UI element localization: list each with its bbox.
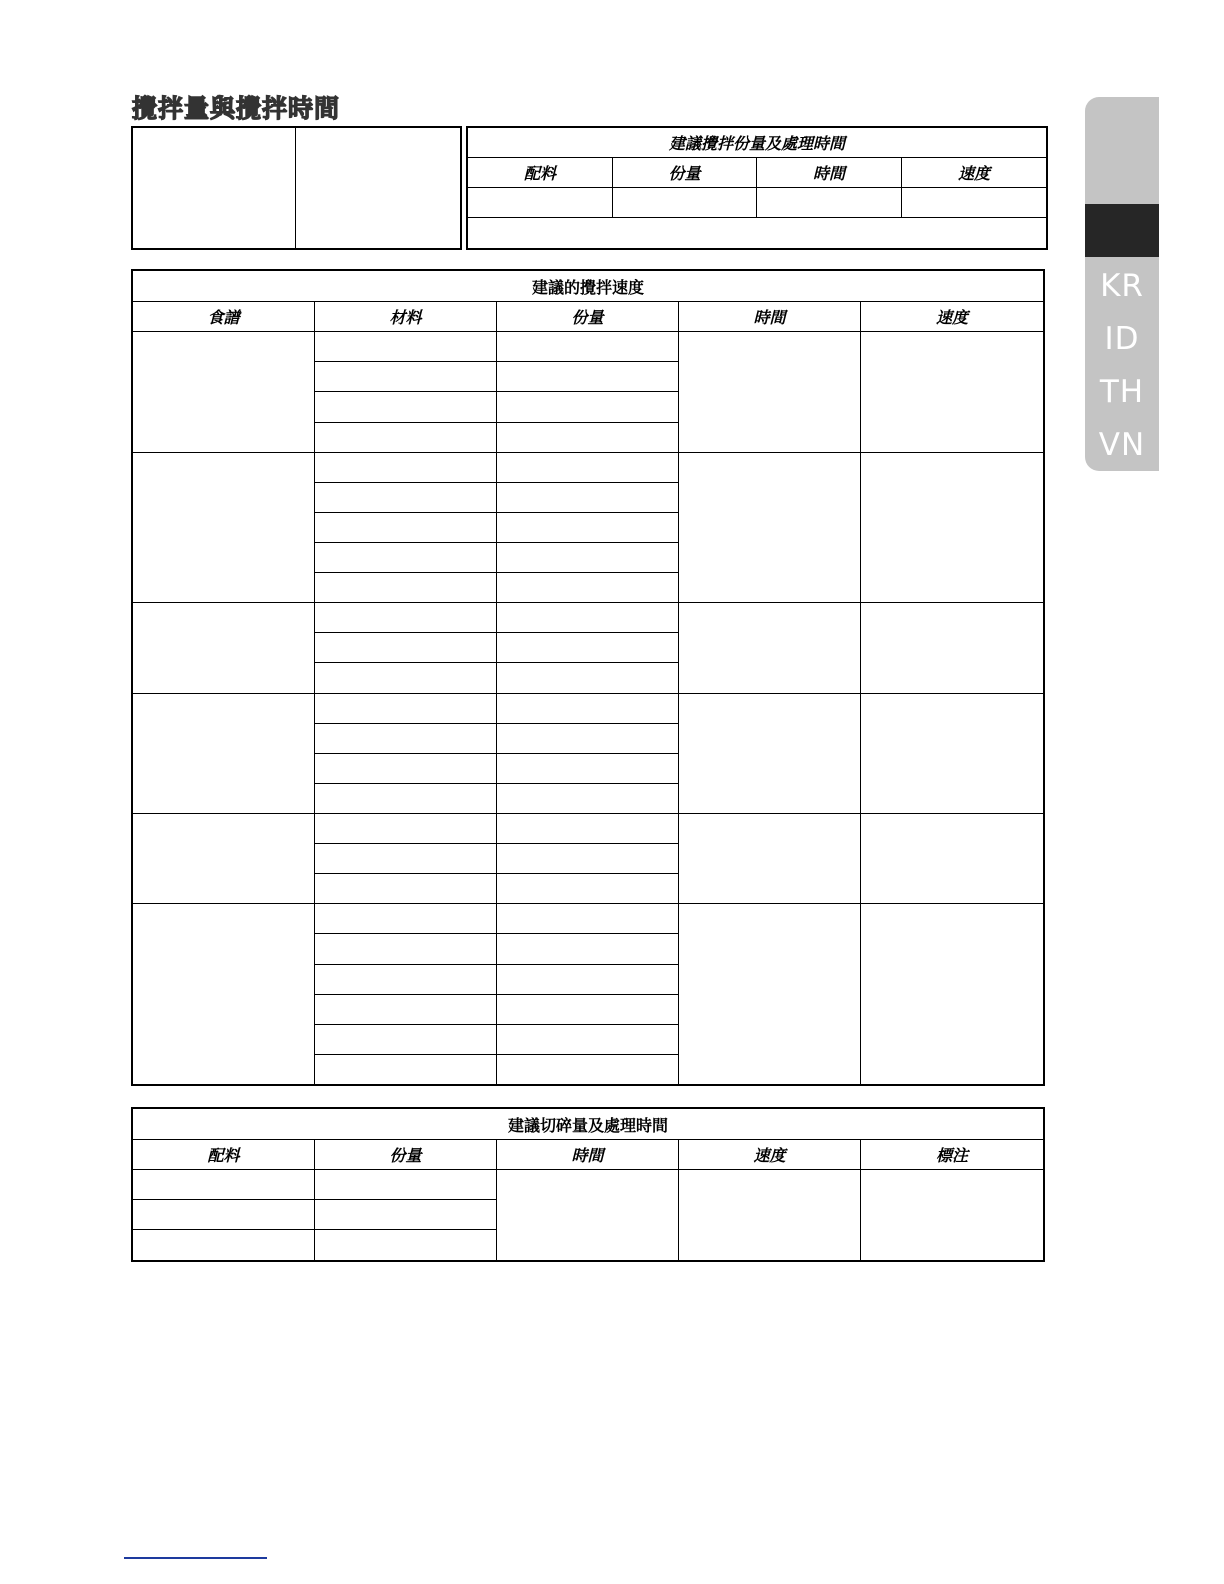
material-cell (315, 573, 497, 603)
speed-cell (861, 813, 1044, 903)
footer-divider (124, 1557, 267, 1559)
amount-cell (497, 874, 679, 904)
material-cell (315, 633, 497, 663)
material-cell (315, 332, 497, 362)
amount-cell (497, 693, 679, 723)
ingredient-cell (133, 1230, 315, 1261)
material-cell (315, 874, 497, 904)
amount-cell (497, 573, 679, 603)
blend-header-amount: 份量 (613, 158, 757, 188)
material-cell (315, 422, 497, 452)
time-cell (497, 1170, 679, 1261)
chop-header-ingredient: 配料 (133, 1140, 315, 1170)
speed-cell (861, 603, 1044, 693)
page-title: 攪拌量與攪拌時間 (132, 94, 341, 123)
blend-cell (757, 188, 902, 218)
speed-cell (861, 693, 1044, 813)
time-cell (679, 452, 861, 603)
speed-table (132, 270, 1044, 1085)
recipe-cell (133, 693, 315, 813)
speed-cell (861, 904, 1044, 1085)
blend-note-row (468, 218, 1047, 249)
table-row (133, 904, 1044, 934)
speed-cell (861, 452, 1044, 603)
amount-cell (497, 813, 679, 843)
recipe-cell (133, 332, 315, 452)
speed-header-speed: 速度 (861, 302, 1044, 332)
table-row (133, 693, 1044, 723)
amount-cell (497, 603, 679, 633)
amount-cell (497, 723, 679, 753)
speed-header-amount: 份量 (497, 302, 679, 332)
amount-cell (497, 663, 679, 693)
amount-cell (497, 332, 679, 362)
amount-cell (497, 753, 679, 783)
recipe-cell (133, 904, 315, 1085)
amount-cell (497, 633, 679, 663)
material-cell (315, 753, 497, 783)
amount-cell (497, 392, 679, 422)
amount-cell (497, 482, 679, 512)
recipe-cell (133, 452, 315, 603)
amount-cell (315, 1170, 497, 1200)
material-cell (315, 512, 497, 542)
material-cell (315, 452, 497, 482)
material-cell (315, 813, 497, 843)
material-cell (315, 783, 497, 813)
language-tab-id[interactable]: ID (1104, 321, 1140, 357)
blend-cell (468, 188, 613, 218)
material-cell (315, 964, 497, 994)
amount-cell (497, 1054, 679, 1084)
amount-cell (497, 542, 679, 572)
speed-cell (679, 1170, 861, 1261)
material-cell (315, 934, 497, 964)
blend-cell (902, 188, 1047, 218)
blend-header-speed: 速度 (902, 158, 1047, 188)
language-tab-kr[interactable]: KR (1100, 268, 1144, 304)
blend-cell (613, 188, 757, 218)
material-cell (315, 362, 497, 392)
time-cell (679, 603, 861, 693)
amount-cell (497, 844, 679, 874)
material-cell (315, 663, 497, 693)
material-cell (315, 994, 497, 1024)
blend-header-ingredient: 配料 (468, 158, 613, 188)
speed-cell (861, 332, 1044, 452)
time-cell (679, 332, 861, 452)
ingredient-cell (133, 1170, 315, 1200)
note-cell (861, 1170, 1044, 1261)
blank-info-box (132, 127, 461, 249)
material-cell (315, 542, 497, 572)
speed-header-time: 時間 (679, 302, 861, 332)
amount-cell (497, 422, 679, 452)
material-cell (315, 1054, 497, 1084)
time-cell (679, 693, 861, 813)
amount-cell (497, 994, 679, 1024)
amount-cell (497, 1024, 679, 1054)
language-tab-vn[interactable]: VN (1098, 427, 1146, 463)
blank-cell (133, 128, 296, 249)
blend-header-time: 時間 (757, 158, 902, 188)
recipe-cell (133, 603, 315, 693)
table-row (133, 452, 1044, 482)
amount-cell (497, 362, 679, 392)
amount-cell (497, 904, 679, 934)
language-tab-active[interactable] (1085, 204, 1159, 257)
speed-header-recipe: 食譜 (133, 302, 315, 332)
amount-cell (497, 783, 679, 813)
chop-header-note: 標注 (861, 1140, 1044, 1170)
blend-table-title: 建議攪拌份量及處理時間 (468, 128, 1047, 158)
table-row (133, 813, 1044, 843)
material-cell (315, 603, 497, 633)
table-row (133, 332, 1044, 362)
amount-cell (315, 1200, 497, 1230)
table-row (133, 1170, 1044, 1200)
blend-table (467, 127, 1047, 249)
chop-table-title: 建議切碎量及處理時間 (133, 1109, 1044, 1140)
material-cell (315, 844, 497, 874)
material-cell (315, 693, 497, 723)
blank-cell (296, 128, 461, 249)
chop-header-time: 時間 (497, 1140, 679, 1170)
recipe-cell (133, 813, 315, 903)
table-row (133, 603, 1044, 633)
chop-table (132, 1108, 1044, 1261)
language-tab-bar (1085, 97, 1159, 471)
speed-header-material: 材料 (315, 302, 497, 332)
material-cell (315, 904, 497, 934)
chop-header-amount: 份量 (315, 1140, 497, 1170)
material-cell (315, 392, 497, 422)
material-cell (315, 723, 497, 753)
chop-header-speed: 速度 (679, 1140, 861, 1170)
amount-cell (497, 964, 679, 994)
material-cell (315, 482, 497, 512)
amount-cell (497, 452, 679, 482)
speed-table-title: 建議的攪拌速度 (133, 271, 1044, 302)
amount-cell (497, 934, 679, 964)
time-cell (679, 813, 861, 903)
language-tab-th[interactable]: TH (1099, 374, 1145, 410)
amount-cell (497, 512, 679, 542)
ingredient-cell (133, 1200, 315, 1230)
time-cell (679, 904, 861, 1085)
material-cell (315, 1024, 497, 1054)
amount-cell (315, 1230, 497, 1261)
